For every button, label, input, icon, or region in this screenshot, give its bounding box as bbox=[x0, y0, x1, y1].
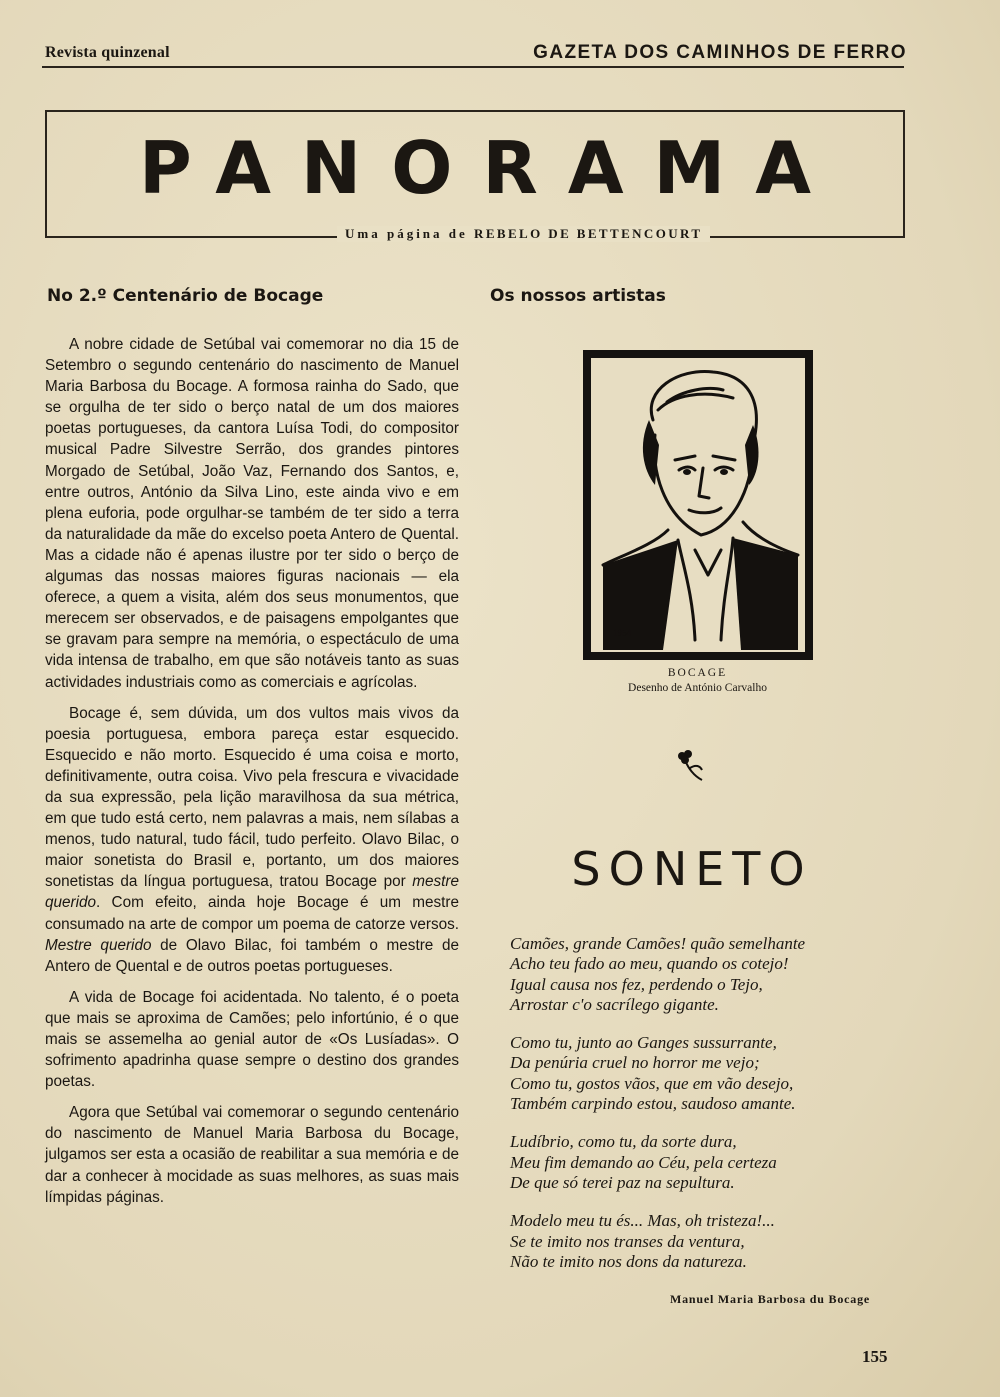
poem-line: Também carpindo estou, saudoso amante. bbox=[510, 1094, 796, 1114]
banner-subtitle bbox=[337, 226, 710, 242]
poem-line: Modelo meu tu és... Mas, oh tristeza!... bbox=[510, 1211, 775, 1231]
flower-ornament-icon bbox=[670, 746, 710, 786]
header-publication-frequency: Revista quinzenal bbox=[45, 44, 170, 61]
page-number: 155 bbox=[862, 1347, 888, 1366]
poem-line: Meu fim demando ao Céu, pela certeza bbox=[510, 1152, 777, 1172]
caption-name: BOCAGE bbox=[667, 667, 728, 679]
article-paragraph-4: Agora que Setúbal vai comemorar o segundo centenário do nascimento de Manuel Maria Barbosa du Bocage, julgamos ser esta a ocasião de reabilitar a sua memória e de dar a conhecer à mocidade as suas melhores, as suas mais límpidas páginas. bbox=[45, 1104, 459, 1206]
poem-line: Como tu, junto ao Ganges sussurrante, bbox=[510, 1033, 777, 1053]
poem-line: Da penúria cruel no horror me vejo; bbox=[510, 1053, 760, 1073]
poem-line: Igual causa nos fez, perdendo o Tejo, bbox=[510, 974, 763, 994]
p2-end: de Olavo Bilac, foi também o mestre de Antero de Quental e de outros poetas portugueses. bbox=[45, 936, 459, 975]
p2-emphasis-1: mestre querido bbox=[45, 873, 460, 912]
banner-subtitle-prefix: Uma página de bbox=[345, 226, 468, 241]
p2-start: Bocage é, sem dúvida, um dos vultos mais vivos da poesia portuguesa, embora pareça estar esquecido. Esquecido e não morto. Esquecido é uma coisa e morto, definitivamente, outra coisa. Vivo pela frescura e vivacidade da sua expressão, pela lição maravilhosa da sua métrica, em que tudo está certo, nem palavras a mais, nem sílabas a menos, tudo natural, tudo fácil, tudo perfeito. Olavo Bilac, o maior sonetista do Brasil e, portanto, um dos maiores sonetistas da língua portuguesa, tratou Bocage por bbox=[45, 704, 459, 891]
poem-author: Manuel Maria Barbosa du Bocage bbox=[670, 1292, 870, 1306]
poem-stanza-3 bbox=[510, 1132, 890, 1193]
bocage-portrait-drawing bbox=[583, 350, 813, 660]
panorama-banner bbox=[45, 110, 905, 241]
header-divider bbox=[42, 66, 904, 68]
left-column bbox=[45, 282, 459, 1218]
poem-body bbox=[510, 934, 890, 1290]
poem-stanza-2 bbox=[510, 1033, 890, 1114]
poem-line: Ludíbrio, como tu, da sorte dura, bbox=[510, 1132, 737, 1152]
caption-credit: Desenho de António Carvalho bbox=[628, 682, 767, 694]
poem-stanza-4 bbox=[510, 1211, 890, 1272]
banner-title: PANORAMA bbox=[139, 126, 841, 210]
poem-line: Camões, grande Camões! quão semelhante bbox=[510, 934, 806, 953]
artists-section-title: Os nossos artistas bbox=[490, 286, 666, 306]
poem-line: Não te imito nos dons da natureza. bbox=[510, 1251, 747, 1271]
p2-middle: . Com efeito, ainda hoje Bocage é um mestre consumado na arte de compor um poema de catorze versos. bbox=[45, 894, 459, 933]
poem-line: Arrostar c'o sacrílego gigante. bbox=[510, 994, 719, 1014]
header-magazine-title: GAZETA DOS CAMINHOS DE FERRO bbox=[533, 42, 907, 63]
portrait-signature: 1954 bbox=[613, 628, 631, 638]
p2-emphasis-2: Mestre querido bbox=[45, 936, 152, 954]
article-title: No 2.º Centenário de Bocage bbox=[47, 286, 324, 306]
poem-title: SONETO bbox=[571, 842, 813, 896]
portrait-caption bbox=[490, 666, 905, 696]
poem-line: Como tu, gostos vãos, que em vão desejo, bbox=[510, 1073, 794, 1093]
article-paragraph-3: A vida de Bocage foi acidentada. No talento, é o poeta que mais se aproxima de Camões; pelo infortúnio, é o que mais se assemelha ao genial autor de «Os Lusíadas». O sofrimento apadrinha quase sempre o destino dos grandes poetas. bbox=[45, 988, 459, 1091]
poem-line: De que só terei paz na sepultura. bbox=[510, 1172, 735, 1192]
article-paragraph-2 bbox=[45, 703, 459, 977]
poem-line: Se te imito nos transes da ventura, bbox=[510, 1231, 745, 1251]
right-column bbox=[490, 282, 910, 1306]
poem-stanza-1 bbox=[510, 934, 890, 1015]
banner-subtitle-author: REBELO DE BETTENCOURT bbox=[474, 226, 703, 241]
article-body bbox=[45, 334, 459, 1208]
article-paragraph-1: A nobre cidade de Setúbal vai comemorar no dia 15 de Setembro o segundo centenário do nascimento de Manuel Maria Barbosa du Bocage. A formosa rainha do Sado, que se orgulha de ter sido o berço natal de um dos maiores poetas portugueses, da cantora Luísa Todi, do compositor musical Padre Silvestre Serrão, dos grandes pintores Morgado de Setúbal, João Vaz, Fernando dos Santos, e, entre outros, António da Silva Lino, este ainda vivo e em plena euforia, pode orgulhar-se também de ter sido a terra da naturalidade da mãe do excelso poeta Antero de Quental. Mas a cidade não é apenas ilustre por ter sido o berço de algumas das nossas maiores figuras nacionais — ela oferece, a quem a visita, além dos seus monumentos, que merecem ser observados, e de paisagens empolgantes que se gravam para sempre na memória, o espectáculo de uma vida intensa de trabalho, em que são notáveis tanto as suas actividades industriais como as comerciais e agrícolas. bbox=[45, 336, 459, 691]
poem-line: Acho teu fado ao meu, quando os cotejo! bbox=[510, 954, 789, 974]
